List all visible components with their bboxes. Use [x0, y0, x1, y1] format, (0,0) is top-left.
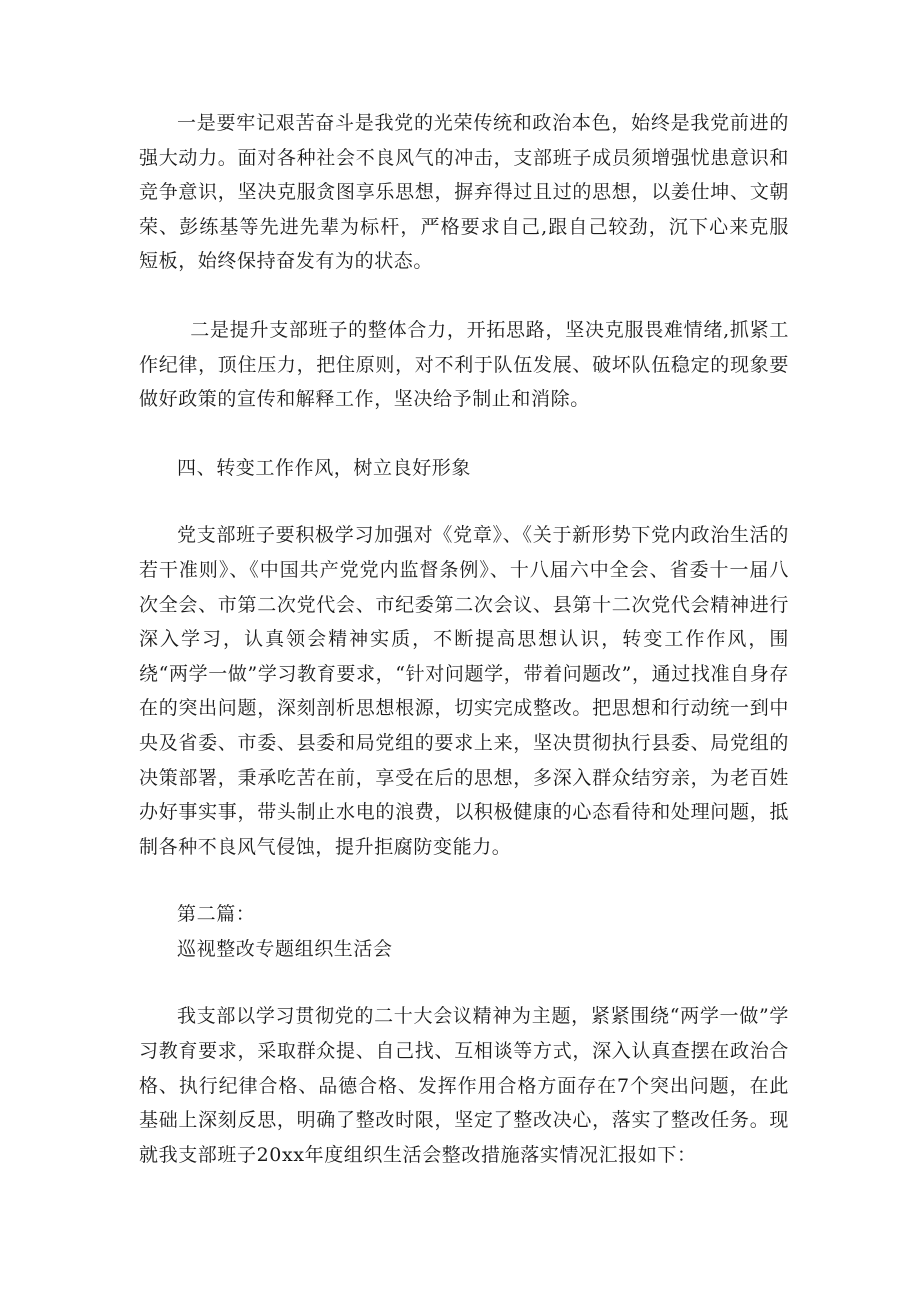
- part-title: 巡视整改专题组织生活会: [177, 937, 393, 960]
- document-page: [139, 106, 789, 1172]
- paragraph-1: 一是要牢记艰苦奋斗是我党的光荣传统和政治本色，始终是我党前进的强大动力。面对各种社会不良风气的冲击，支部班子成员须增强忧患意识和竞争意识，坚决克服贪图享乐思想，摒弃得过且过的思想，以姜仕坤、文朝荣、彭练基等先进先辈为标杆，严格要求自己,跟自己较劲，沉下心来克服短板，始终保持奋发有为的状态。: [139, 112, 789, 273]
- paragraph-spacer: [139, 279, 789, 313]
- paragraph-4: 我支部以学习贯彻党的二十大会议精神为主题，紧紧围绕“两学一做”学习教育要求，采取群众提、自己找、互相谈等方式，深入认真查摆在政治合格、执行纪律合格、品德合格、发挥作用合格方面存在7个突出问题，在此基础上深刻反思，明确了整改时限，坚定了整改决心，落实了整改任务。现就我支部班子20xx年度组织生活会整改措施落实情况汇报如下：: [139, 1005, 789, 1166]
- paragraph-spacer: [139, 417, 789, 451]
- paragraph-3: 党支部班子要积极学习加强对《党章》、《关于新形势下党内政治生活的若干准则》、《中国共产党党内监督条例》、十八届六中全会、省委十一届八次全会、市第二次党代会、市纪委第二次会议、县第十二次党代会精神进行深入学习，认真领会精神实质，不断提高思想认识，转变工作作风，围绕“两学一做”学习教育要求，“针对问题学，带着问题改”，通过找准自身存在的突出问题，深刻剖析思想根源，切实完成整改。把思想和行动统一到中央及省委、市委、县委和局党组的要求上来，坚决贯彻执行县委、局党组的决策部署，秉承吃苦在前，享受在后的思想，多深入群众结穷亲，为老百姓办好事实事，带头制止水电的浪费，以积极健康的心态看待和处理问题，抵制各种不良风气侵蚀，提升拒腐防变能力。: [139, 524, 789, 858]
- section-heading-4: 四、转变工作作风，树立良好形象: [177, 456, 472, 479]
- paragraph-spacer: [139, 966, 789, 999]
- paragraph-2: 二是提升支部班子的整体合力，开拓思路，坚决克服畏难情绪,抓紧工作纪律，顶住压力，把住原则，对不利于队伍发展、破坏队伍稳定的现象要做好政策的宣传和解释工作，坚决给予制止和消除。: [139, 318, 789, 411]
- paragraph-spacer: [139, 485, 789, 518]
- part-label: 第二篇：: [177, 903, 256, 926]
- paragraph-spacer: [139, 864, 789, 897]
